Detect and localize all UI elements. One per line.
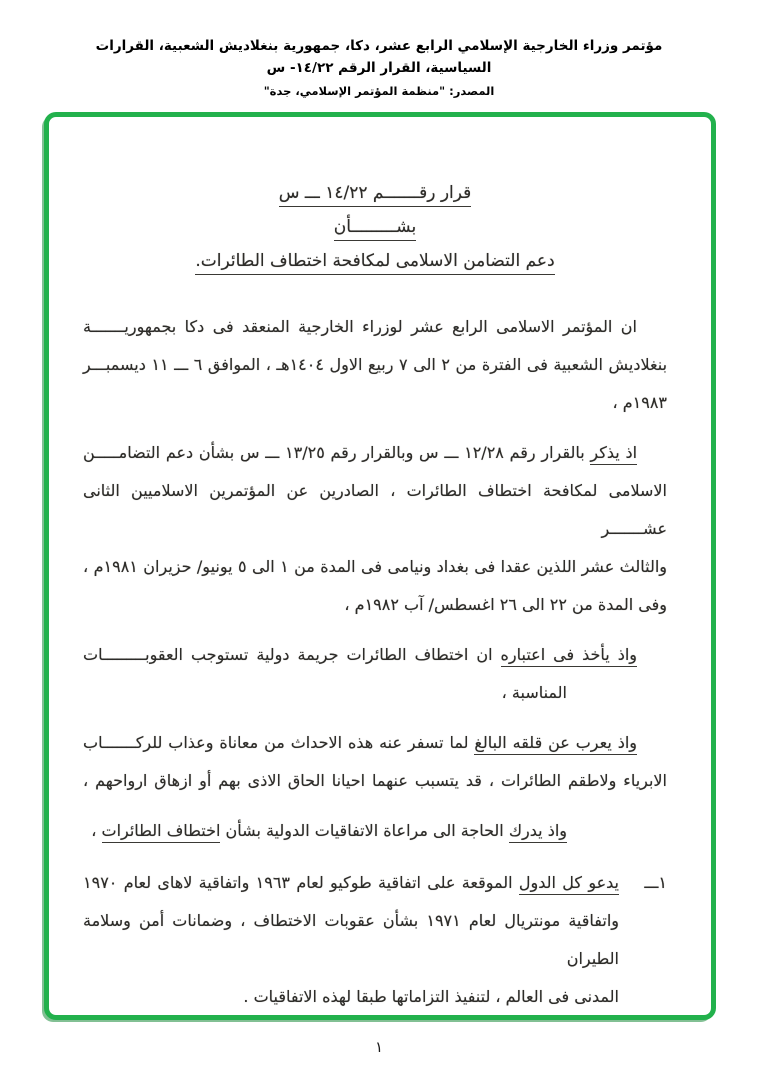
paragraph-line	[83, 434, 667, 472]
paragraph-expressing-concern	[83, 724, 667, 800]
item-number-marker: ١ـــ	[644, 873, 667, 892]
paragraph-line	[83, 586, 667, 624]
resolution-preamble	[83, 308, 667, 850]
paragraph-line	[83, 472, 667, 548]
underlined-text: اختطاف الطائرات	[102, 821, 221, 843]
paragraph-line	[83, 308, 667, 346]
operative-item-1	[83, 864, 667, 1016]
underlined-text: واذ يدرك	[509, 821, 567, 843]
paragraph-line	[83, 812, 667, 850]
text-run: واتفاقية مونتريال لعام ١٩٧١ بشأن عقوبات الاختطاف ، وضمانات أمن وسلامة الطيران	[83, 911, 620, 968]
paragraph-line	[83, 636, 667, 674]
text-run: لما تسفر عنه هذه الاحداث من معاناة وعذاب للركـــــــاب	[83, 733, 475, 752]
text-run: وفى المدة من ٢٢ الى ٢٦ اغسطس/ آب ١٩٨٢م ،	[344, 595, 667, 614]
text-run: والثالث عشر اللذين عقدا فى بغداد ونيامى فى المدة من ١ الى ٥ يونيو/ حزيران ١٩٨١م ،	[83, 557, 668, 576]
text-run: ١٩٨٣م ،	[612, 393, 667, 412]
text-run: المناسبة ،	[501, 683, 567, 702]
text-run: الابرياء ولاطقم الطائرات ، قد يتسبب عنهما احيانا الحاق الاذى بهم أو ازهاق ارواحهم ،	[83, 771, 667, 790]
page-number: ١	[374, 1038, 384, 1056]
paragraph-line	[83, 864, 619, 902]
text-run: الاسلامى لمكافحة اختطاف الطائرات ، الصادرين عن المؤتمرين الاسلاميين الثانى عشـــــــر	[83, 481, 667, 538]
text-run: ان المؤتمر الاسلامى الرابع عشر لوزراء الخارجية المنعقد فى دكا بجمهوريـــــــة	[83, 317, 637, 336]
text-run: ان اختطاف الطائرات جريمة دولية تستوجب العقوبـــــــــات	[83, 645, 501, 664]
text-run: بالقرار رقم ١٢/٢٨ ـــ س وبالقرار رقم ١٣/٢٥ ـــ س بشأن دعم التضامـــــن	[83, 443, 591, 462]
paragraph-line	[83, 548, 667, 586]
paragraph-recalling-resolutions	[83, 434, 667, 624]
paragraph-line	[83, 674, 667, 712]
text-run: ،	[91, 821, 102, 840]
underlined-text: واذ يأخذ فى اعتباره	[501, 645, 638, 667]
document-header	[0, 36, 758, 98]
paragraph-line	[83, 762, 667, 800]
underlined-text: يدعو كل الدول	[519, 873, 619, 895]
underlined-text: اذ يذكر	[590, 443, 637, 465]
resolution-subject-line: دعم التضامن الاسلامى لمكافحة اختطاف الطائرات.	[83, 244, 667, 278]
paragraph-line	[83, 384, 667, 422]
paragraph-line	[83, 346, 667, 384]
text-run: الحاجة الى مراعاة الاتفاقيات الدولية بشأن	[220, 821, 509, 840]
paragraph-line	[83, 902, 619, 978]
scanned-document	[49, 117, 711, 1016]
paragraph-line	[83, 724, 667, 762]
item-text	[83, 864, 619, 1016]
text-run: بنغلاديش الشعبية فى الفترة من ٢ الى ٧ ربيع الاول ١٤٠٤هـ ، الموافق ٦ ـــ ١١ ديسمبـــر	[83, 355, 668, 374]
resolution-regarding-line: بشـــــــــأن	[83, 210, 667, 244]
paragraph-line	[83, 978, 619, 1016]
text-run: الموقعة على اتفاقية طوكيو لعام ١٩٦٣ واتفاقية لاهاى لعام ١٩٧٠	[83, 873, 519, 892]
header-source-line: المصدر: "منظمة المؤتمر الإسلامي، جدة"	[263, 84, 495, 99]
resolution-title-block	[83, 176, 667, 278]
underlined-text: واذ يعرب عن قلقه البالغ	[474, 733, 637, 755]
paragraph-aware-of-conventions	[83, 812, 667, 850]
resolution-number-line: قرار رقـــــــم ١٤/٢٢ ـــ س	[83, 176, 667, 210]
text-run: المدنى فى العالم ، لتنفيذ التزاماتها طبقا لهذه الاتفاقيات .	[243, 987, 619, 1006]
header-citation-line: مؤتمر وزراء الخارجية الإسلامي الرابع عشر، دكا، جمهورية بنغلاديش الشعبية، القرارات السياسية، القرار الرقم ١٤/٢٢- س	[95, 38, 663, 76]
scan-frame	[44, 112, 716, 1020]
paragraph-considering-crime	[83, 636, 667, 712]
paragraph-session-info	[83, 308, 667, 422]
